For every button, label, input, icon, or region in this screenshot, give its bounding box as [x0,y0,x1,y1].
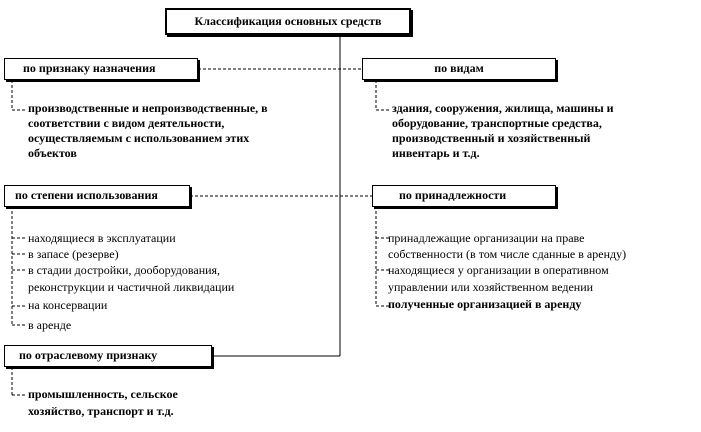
item-purpose-4: объектов [28,146,77,160]
category-label-usage: по степени использования [15,188,158,202]
category-box-type [362,58,556,80]
item-ownership-3: находящиеся у организации в оперативном [388,263,609,277]
item-usage-1: находящиеся в эксплуатации [28,231,176,245]
item-ownership-1: принадлежащие организации на праве [388,231,585,245]
item-usage-2: в запасе (резерве) [28,247,119,261]
item-usage-5: на консервации [28,298,108,312]
diagram-title: Классификация основных средств [194,14,382,28]
item-ownership-4: управлении или хозяйственном ведении [388,280,594,294]
category-box-industry [4,345,212,367]
item-industry-1: промышленность, сельское [28,387,178,401]
item-usage-3: в стадии достройки, дооборудования, [28,263,221,277]
item-ownership-2: собственности (в том числе сданные в аренду) [388,247,627,261]
item-type-4: инвентарь и т.д. [392,146,480,160]
item-type-3: производственный и хозяйственный [392,131,591,145]
item-industry-2: хозяйство, транспорт и т.д. [28,404,174,418]
category-label-ownership: по принадлежности [399,188,507,202]
item-ownership-5: полученные организацией в аренду [388,297,582,311]
item-usage-6: в аренде [28,318,72,332]
item-usage-4: реконструкции и частичной ликвидации [28,280,235,294]
category-box-usage [4,185,190,207]
category-label-type: по видам [434,61,484,75]
category-label-industry: по отраслевому признаку [19,348,158,362]
category-box-purpose [4,58,198,80]
category-box-ownership [372,185,556,207]
item-type-2: оборудование, транспортные средства, [392,116,602,130]
item-purpose-3: осуществляемым с использованием этих [28,131,250,145]
title-box [165,8,411,35]
item-purpose-2: соответствии с видом деятельности, [28,116,225,130]
item-purpose-1: производственные и непроизводственные, в [28,101,268,115]
category-label-purpose: по признаку назначения [23,61,156,75]
item-type-1: здания, сооружения, жилища, машины и [392,101,614,115]
